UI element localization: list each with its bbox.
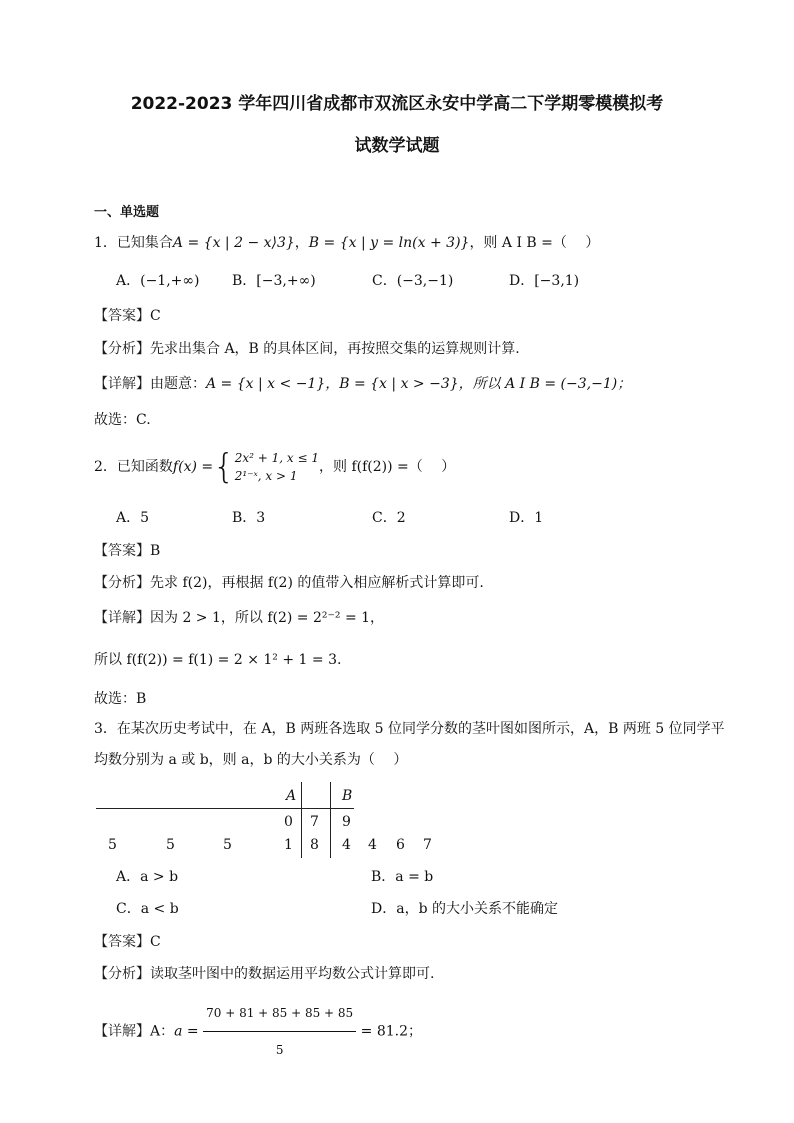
- table-stem: 8: [310, 837, 319, 853]
- q1-analysis: [94, 339, 520, 359]
- answer-tag: 【答案】: [94, 308, 150, 324]
- q1-detail-prefix: 由题意：: [150, 376, 206, 392]
- q2-option-d: D．1: [509, 510, 544, 526]
- q2-piecewise: [235, 449, 319, 485]
- q2-prefix: 2．已知函数: [94, 459, 173, 475]
- q3-answer-value: C: [150, 934, 161, 950]
- q3-fraction-numerator: 70 + 81 + 85 + 85 + 85: [203, 996, 356, 1032]
- analysis-tag: 【分析】: [94, 966, 150, 982]
- table-leaf: 7: [423, 837, 432, 853]
- analysis-tag: 【分析】: [94, 575, 150, 591]
- table-stem-divider-right: [330, 782, 331, 858]
- q1-analysis-text: 先求出集合 A，B 的具体区间，再按照交集的运算规则计算.: [150, 341, 520, 357]
- table-leaf: 4: [368, 837, 377, 853]
- q2-answer: [94, 541, 160, 561]
- detail-tag: 【详解】: [94, 610, 150, 626]
- q1-detail: [94, 374, 631, 394]
- q2-conclusion: 故选：B: [94, 691, 147, 707]
- table-head-b: B: [342, 788, 353, 804]
- q1-option-d: D．[−3,1): [509, 273, 580, 289]
- q1-option-c: C．(−3,−1): [372, 273, 454, 289]
- q3-detail-rhs: = 81.2；: [360, 1023, 423, 1040]
- q3-analysis: [94, 964, 434, 984]
- q2-detail: [94, 608, 384, 628]
- table-leaf: 5: [166, 837, 175, 853]
- q3-analysis-text: 读取茎叶图中的数据运用平均数公式计算即可.: [150, 966, 435, 982]
- q3-detail-prefix: A：: [150, 1023, 175, 1040]
- q2-option-b: B．3: [232, 510, 266, 526]
- q1-answer-value: C: [150, 308, 161, 324]
- q3-option-c: C．a < b: [116, 901, 179, 917]
- q1-ask: ，则 A I B =（ ）: [469, 235, 600, 251]
- table-header-divider: [96, 808, 354, 809]
- q2-stem: [94, 448, 455, 486]
- table-stem: 7: [310, 814, 319, 830]
- q2-detail-text: 因为 2 > 1，所以 f(2) = 2²⁻² = 1，: [150, 610, 385, 626]
- q2-detail2: 所以 f(f(2)) = f(1) = 2 × 1² + 1 = 3.: [94, 652, 342, 668]
- answer-tag: 【答案】: [94, 543, 150, 559]
- q3-detail-lhs: a =: [174, 1023, 199, 1040]
- q1-detail-math: A = {x | x < −1}，B = {x | x > −3}，所以 A I B = (−3,−1)；: [206, 376, 632, 392]
- table-leaf: 0: [284, 814, 293, 830]
- q3-stem-line2: 均数分别为 a 或 b，则 a，b 的大小关系为（ ）: [94, 752, 408, 768]
- q3-fraction-denominator: 5: [275, 1043, 284, 1057]
- table-leaf: 5: [223, 837, 232, 853]
- detail-tag: 【详解】: [94, 1023, 150, 1040]
- page-title-line1: 2022-2023 学年四川省成都市双流区永安中学高二下学期零模模拟考: [130, 94, 664, 114]
- q1-setA: A = {x | 2 − x⟩3}: [172, 235, 295, 251]
- q1-answer: [94, 306, 161, 326]
- q3-detail: [94, 996, 422, 1067]
- q2-ask: ，则 f(f(2)) =（ ）: [319, 459, 456, 475]
- table-leaf: 4: [342, 837, 351, 853]
- q1-setB: B = {x | y = ln(x + 3)}: [308, 235, 470, 251]
- q1-comma: ，: [294, 235, 309, 251]
- q1-option-a: A．(−1,+∞): [116, 273, 200, 289]
- q1-option-b: B．[−3,+∞): [232, 273, 316, 289]
- detail-tag: 【详解】: [94, 376, 150, 392]
- q1-conclusion: 故选：C.: [94, 412, 151, 428]
- page-title-line2: 试数学试题: [354, 136, 440, 156]
- table-head-a: A: [286, 788, 297, 804]
- section-heading: 一、单选题: [94, 205, 160, 220]
- q2-answer-value: B: [150, 543, 161, 559]
- table-leaf: 5: [108, 837, 117, 853]
- q2-option-c: C．2: [372, 510, 406, 526]
- q2-fx: f(x) =: [172, 459, 214, 475]
- q2-option-a: A．5: [116, 510, 150, 526]
- q2-case1: 2x² + 1, x ≤ 1: [234, 451, 319, 465]
- q1-prefix: 1．已知集合: [94, 235, 173, 251]
- q2-case2: 2¹⁻ˣ, x > 1: [234, 469, 298, 483]
- stem-leaf-table: [96, 782, 432, 858]
- q3-fraction: [203, 996, 356, 1067]
- table-stem-divider-left: [301, 782, 302, 858]
- left-brace-icon: {: [213, 447, 235, 487]
- table-leaf: 6: [396, 837, 405, 853]
- q3-option-a: A．a > b: [116, 869, 179, 885]
- q3-answer: [94, 932, 161, 952]
- q3-stem-line1: 3．在某次历史考试中，在 A，B 两班各选取 5 位同学分数的茎叶图如图所示，A，B 两班 5 位同学平: [94, 721, 725, 737]
- q2-analysis: [94, 573, 484, 593]
- q3-option-d: D．a，b 的大小关系不能确定: [371, 901, 558, 917]
- table-leaf: 9: [342, 814, 351, 830]
- answer-tag: 【答案】: [94, 934, 150, 950]
- q2-analysis-text: 先求 f(2)，再根据 f(2) 的值带入相应解析式计算即可.: [150, 575, 484, 591]
- q3-option-b: B．a = b: [371, 869, 434, 885]
- q1-stem: [94, 233, 599, 253]
- table-leaf: 1: [284, 837, 293, 853]
- analysis-tag: 【分析】: [94, 341, 150, 357]
